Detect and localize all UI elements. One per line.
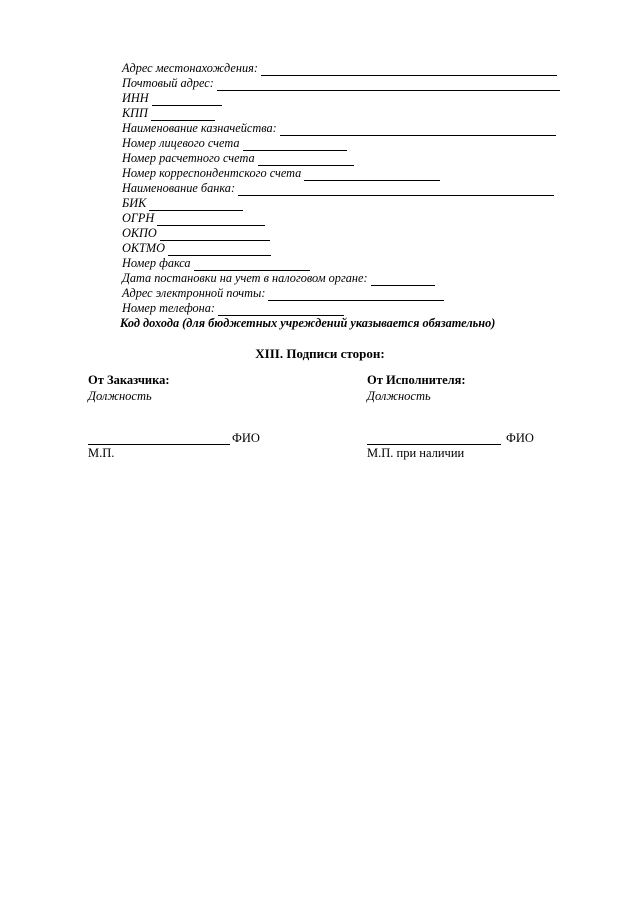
fill-line: [268, 289, 444, 301]
contractor-signature-line: [367, 431, 534, 445]
field-label: Дата постановки на учет в налоговом органе:: [122, 271, 368, 285]
fill-line: [194, 259, 310, 271]
field-treasury-name: [122, 121, 582, 136]
customer-block: [88, 372, 170, 404]
fill-line: [238, 184, 554, 196]
field-label: БИК: [122, 196, 147, 210]
field-email: [122, 286, 582, 301]
customer-fio-label: ФИО: [232, 431, 260, 445]
contractor-stamp-label: М.П. при наличии: [367, 446, 465, 460]
contractor-heading: От Исполнителя:: [367, 373, 466, 387]
section-title: XIII. Подписи сторон:: [255, 346, 385, 361]
fill-line: [217, 79, 560, 91]
field-settlement-account: [122, 151, 582, 166]
field-inn: [122, 91, 582, 106]
income-code-note: Код дохода (для бюджетных учреждений указывается обязательно): [120, 316, 496, 330]
field-kpp: [122, 106, 582, 121]
field-okpo: [122, 226, 582, 241]
customer-heading: От Заказчика:: [88, 373, 170, 387]
field-tax-registration-date: [122, 271, 582, 286]
fill-line: [168, 244, 271, 256]
fill-line: [157, 214, 265, 226]
field-bank-name: [122, 181, 582, 196]
fill-line: [149, 199, 243, 211]
field-correspondent-account: [122, 166, 582, 181]
fill-line: [151, 109, 215, 121]
customer-stamp-label: М.П.: [88, 446, 115, 460]
field-bik: [122, 196, 582, 211]
fill-line: [258, 154, 354, 166]
fill-line: [371, 274, 435, 286]
field-postal-address: [122, 76, 582, 91]
field-fax: [122, 256, 582, 271]
field-label: КПП: [122, 106, 148, 120]
field-label: Номер расчетного счета: [122, 151, 255, 165]
field-label: Номер корреспондентского счета: [122, 166, 302, 180]
contractor-fio-label: ФИО: [506, 431, 534, 445]
field-phone: [122, 301, 582, 316]
field-label: Почтовый адрес:: [122, 76, 214, 90]
fill-line: [261, 64, 557, 76]
fill-line: [152, 94, 222, 106]
fill-line: [243, 139, 347, 151]
signature-line: [367, 432, 501, 445]
field-label: Наименование банка:: [122, 181, 236, 195]
contractor-position: Должность: [367, 389, 431, 403]
customer-position: Должность: [88, 389, 152, 403]
field-label: ОКПО: [122, 226, 157, 240]
field-address: [122, 61, 582, 76]
field-oktmo: [122, 241, 582, 256]
field-label: Номер телефона:: [122, 301, 216, 315]
field-label: Адрес электронной почты:: [122, 286, 266, 300]
fill-line: [218, 304, 344, 316]
fill-line: [304, 169, 440, 181]
income-code-note-row: [122, 316, 582, 331]
field-label: ИНН: [122, 91, 149, 105]
field-ogrn: [122, 211, 582, 226]
fill-line: [160, 229, 270, 241]
requisites-block: [122, 61, 582, 331]
fill-line: [280, 124, 556, 136]
field-label: Номер лицевого счета: [122, 136, 240, 150]
field-label: Номер факса: [122, 256, 191, 270]
field-label: ОКТМО: [122, 241, 166, 255]
contractor-block: [367, 372, 466, 404]
customer-signature-line: [88, 431, 260, 445]
field-label: Адрес местонахождения:: [122, 61, 258, 75]
field-personal-account: [122, 136, 582, 151]
signature-line: [88, 432, 230, 445]
field-label: Наименование казначейства:: [122, 121, 277, 135]
field-label: ОГРН: [122, 211, 155, 225]
